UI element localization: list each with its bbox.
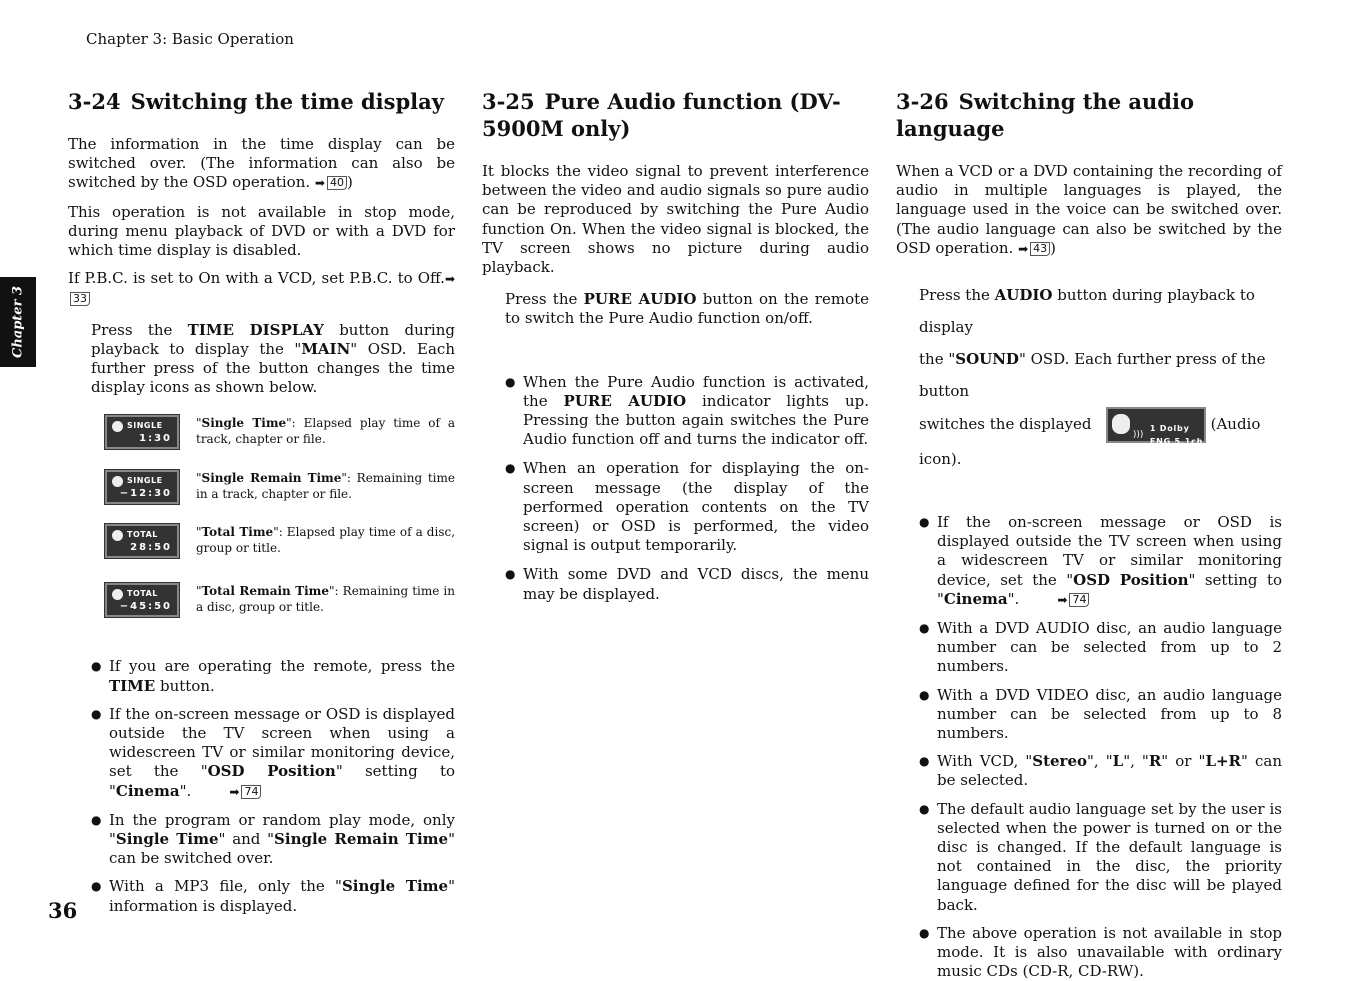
list-item: ● With VCD, "Stereo", "L", "R" or "L+R" can be selected.: [919, 752, 1282, 790]
section-title: [896, 88, 1282, 142]
button-name: TIME DISPLAY: [187, 320, 324, 339]
list-item: ● When an operation for displaying the on-screen message (the display of the performed operation contents on the TV screen) or OSD is performed, the video signal is output temporarily.: [505, 459, 869, 555]
arrow-icon: ➡: [1057, 592, 1068, 607]
section-heading: Pure Audio function (DV-5900M only): [482, 89, 841, 141]
instruction: Press the TIME DISPLAY button during playback to display the "MAIN" OSD. Each further press of the button changes the time display icons as shown below.: [91, 320, 455, 397]
audio-icon: ))) 1 Dolby ENG 5.1ch: [1106, 407, 1206, 443]
section-title: [68, 88, 455, 115]
osd-total-time-icon: TOTAL 28:50: [105, 524, 179, 558]
list-item: ● The above operation is not available in stop mode. It is also unavailable with ordinary music CDs (CD-R, CD-RW).: [919, 924, 1282, 981]
list-item: ● When the Pure Audio function is activated, the PURE AUDIO indicator lights up. Pressing the button again switches the Pure Audio function off and turns the indicator off.: [505, 373, 869, 450]
page-ref: 33: [70, 292, 90, 306]
arrow-icon: ➡: [444, 272, 455, 287]
arrow-icon: ➡: [1018, 241, 1029, 256]
section-heading: Switching the audio language: [896, 89, 1194, 141]
section-heading: Switching the time display: [130, 89, 444, 114]
button-name: AUDIO: [994, 286, 1053, 305]
button-name: PURE AUDIO: [583, 290, 697, 309]
chapter-tab-label: Chapter 3: [10, 285, 26, 359]
osd-single-time-icon: SINGLE 1:30: [105, 415, 179, 449]
section-3-25: [482, 86, 869, 604]
page-ref: 74: [1069, 593, 1089, 607]
section-number: 3-25: [482, 89, 535, 114]
notes-list: [505, 373, 869, 604]
section-number: 3-26: [896, 89, 949, 114]
notes-list: [91, 657, 455, 915]
paragraph: If P.B.C. is set to On with a VCD, set P.B.C. to Off.➡33: [68, 269, 455, 306]
section-3-26: [896, 86, 1282, 981]
section-number: 3-24: [68, 89, 121, 114]
paragraph: This operation is not available in stop mode, during menu playback of DVD or with a DVD for which time display is disabled.: [68, 202, 455, 260]
paragraph: When a VCD or a DVD containing the recording of audio in multiple languages is played, the language used in the voice can be switched over. (The audio language can also be switched by the OSD operation. ➡ 43 ): [896, 162, 1282, 257]
list-item: ● If the on-screen message or OSD is displayed outside the TV screen when using a widescreen TV or similar monitoring device, set the "OSD Position" setting to "Cinema". ➡ 74: [91, 705, 455, 802]
osd-total-remain-icon: TOTAL −45:50: [105, 583, 179, 617]
paragraph: The information in the time display can be switched over. (The information can also be switched by the OSD operation. ➡ 40 ): [68, 135, 455, 192]
page-number: 36: [48, 898, 78, 923]
list-item: ● If you are operating the remote, press the TIME button.: [91, 657, 455, 695]
instruction: Press the AUDIO button during playback to display the "SOUND" OSD. Each further press of the button switches the displayed ))) 1 Dolby ENG 5.1ch (Audio icon).: [919, 286, 1266, 469]
instruction: Press the PURE AUDIO button on the remote to switch the Pure Audio function on/off.: [505, 290, 870, 328]
arrow-icon: ➡: [314, 176, 325, 191]
list-item: ● In the program or random play mode, only "Single Time" and "Single Remain Time" can be switched over.: [91, 811, 455, 869]
osd-single-remain-icon: SINGLE −12:30: [105, 470, 179, 504]
list-item: ● With a DVD VIDEO disc, an audio language number can be selected from up to 8 numbers.: [919, 686, 1282, 744]
notes-list: [919, 513, 1282, 981]
list-item: ● With some DVD and VCD discs, the menu may be displayed.: [505, 565, 869, 603]
section-3-24: 3-24 Switching the time display The information in the time display can be switched over. (The information can also be switched by the OSD operation. ➡ 40 ) This operation is not available in stop mode, during menu playback of DVD or with a DVD for which time display is disabled. If P.B.C. is set to On with a VCD, set P.B.C. to Off.➡33 Press the TIME DISPLAY button during playback to display the "MAIN" OSD. Each further press of the button changes the time display icons as shown below. SINGLE 1:30 "Single Time": Elapsed play time of a track, chapter or file. SINGLE −12:30 "Single Remain Time": Remaining time in a track, chapter or file. TOTAL 28:50 "Total Time": Elapsed play time of a disc, group or title. TOTAL −45:50 "Total Remain Time": Remaining time in a disc, group or title. ● If you are operating the remote, press the TIME button. ● If the on-screen message or OSD is displayed outside the TV screen when using a widescreen TV or similar monitoring device, set the "OSD Position" setting to "Cinema". ➡ 74 ● In the program or random play mode, only "Single Time" and "Single Remain Time" can be switched over. ● With a MP3 file, only the "Single Time" information is displayed.: [68, 86, 455, 916]
arrow-icon: ➡: [229, 784, 240, 799]
list-item: ● With a MP3 file, only the "Single Time" information is displayed.: [91, 877, 455, 915]
chapter-tab: [0, 277, 36, 367]
list-item: ● If the on-screen message or OSD is displayed outside the TV screen when using a widescreen TV or similar monitoring device, set the "OSD Position" setting to "Cinema". ➡ 74: [919, 513, 1282, 610]
page-ref: 74: [241, 785, 261, 799]
page-ref: 43: [1030, 242, 1050, 256]
page-ref: 40: [327, 176, 347, 190]
list-item: ● The default audio language set by the user is selected when the power is turned on or the disc is changed. If the default language is not contained in the disc, the priority language defined for the disc will be played back.: [919, 800, 1282, 915]
section-title: [482, 88, 869, 142]
list-item: ● With a DVD AUDIO disc, an audio language number can be selected from up to 2 numbers.: [919, 619, 1282, 677]
paragraph: It blocks the video signal to prevent interference between the video and audio signals so pure audio can be reproduced by switching the Pure Audio function On. When the video signal is blocked, the TV screen shows no picture during audio playback.: [482, 162, 869, 277]
running-head: Chapter 3: Basic Operation: [86, 30, 294, 48]
